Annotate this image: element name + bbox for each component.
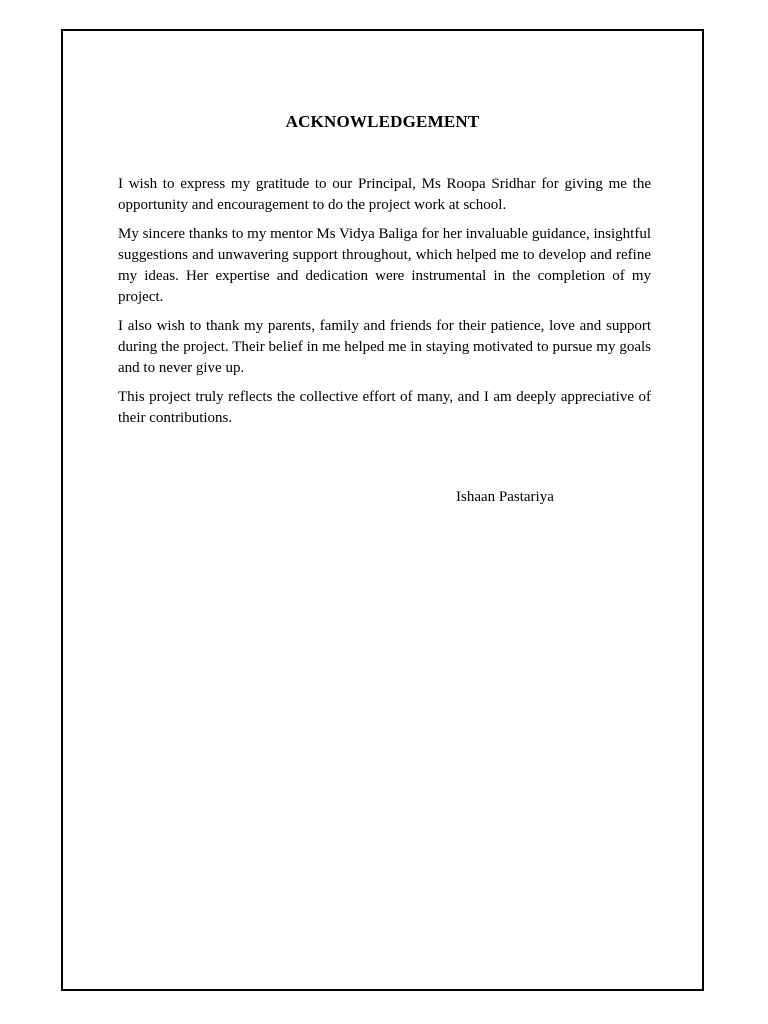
page-border [61,29,704,991]
paragraph-mentor: My sincere thanks to my mentor Ms Vidya Baliga for her invaluable guidance, insightful suggestions and unwavering support throughout, which helped me to develop and refine my ideas. Her expertise and dedication were instrumental in the completion of my project. [118,226,651,305]
acknowledgement-body [118,174,651,437]
paragraph-principal: I wish to express my gratitude to our Principal, Ms Roopa Sridhar for giving me the opportunity and encouragement to do the project work at school. [118,176,651,213]
author-signature-name: Ishaan Pastariya [456,489,554,505]
paragraph-closing: This project truly reflects the collective effort of many, and I am deeply appreciative of their contributions. [118,389,651,426]
paragraph-family: I also wish to thank my parents, family and friends for their patience, love and support during the project. Their belief in me helped me in staying motivated to pursue my goals and to never give up. [118,318,651,376]
page-title: ACKNOWLEDGEMENT [285,112,480,131]
